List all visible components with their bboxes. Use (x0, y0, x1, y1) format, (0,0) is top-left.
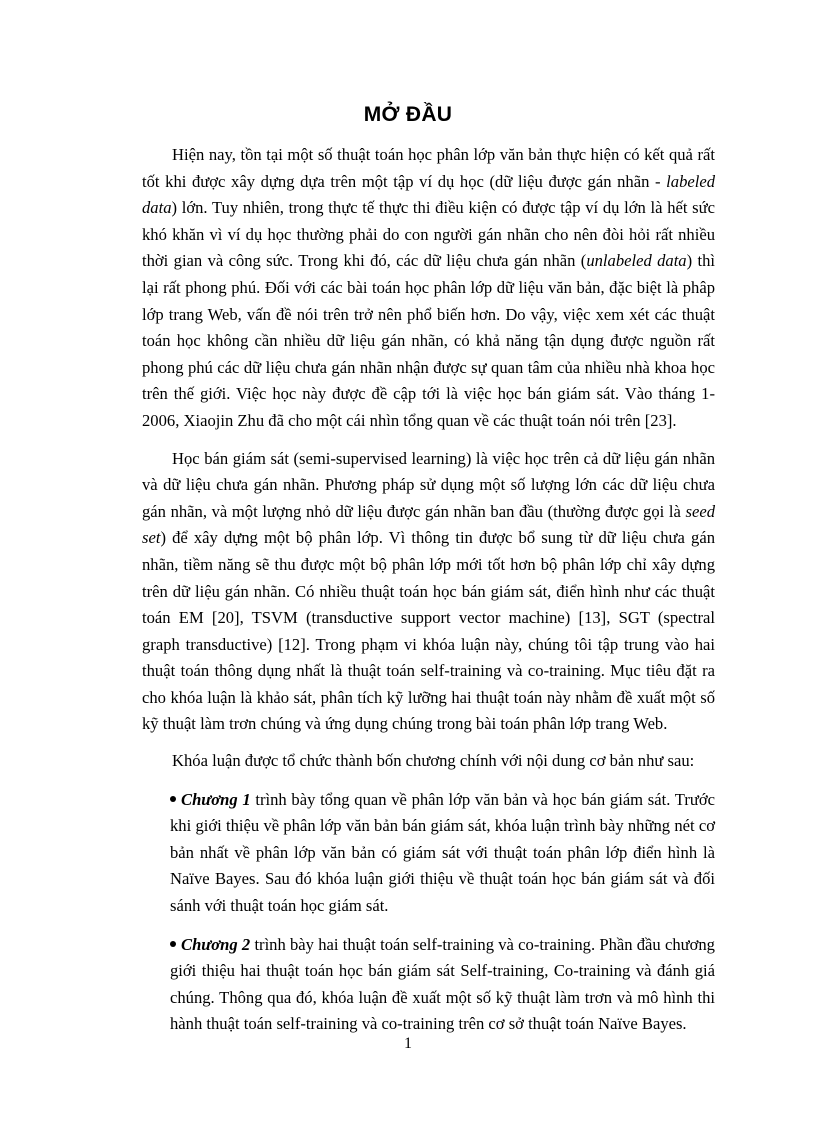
italic-term: labeled data (142, 171, 715, 218)
chapter-description: trình bày tổng quan về phân lớp văn bản và học bán giám sát. Trước khi giới thiệu về phân lớp văn bản bán giám sát, khóa luận trình bày những nét cơ bản nhất về phân lớp văn bản có giám sát với thuật toán phân lớp điển hình là Naïve Bayes. Sau đó khóa luận giới thiệu về thuật toán học bán giám sát và đối sánh với thuật toán học giám sát. (170, 789, 715, 916)
paragraph-intro (142, 142, 715, 435)
chapter-label: Chương 1 (181, 789, 251, 809)
text-run: Học bán giám sát (semi-supervised learning) là việc học trên cả dữ liệu gán nhãn và dữ liệu chưa gán nhãn. Phương pháp sử dụng một số lượng lớn các dữ liệu chưa gán nhãn, và một lượng nhỏ dữ liệu được gán nhãn ban đầu (thường được gọi là (142, 448, 715, 521)
page-title: MỞ ĐẦU (363, 103, 453, 126)
chapter-description: trình bày hai thuật toán self-training và co-training. Phần đầu chương giới thiệu hai thuật toán học bán giám sát Self-training, Co-training và đánh giá chúng. Thông qua đó, khóa luận đề xuất một số kỹ thuật làm trơn và mô hình thi hành thuật toán self-training và co-training trên cơ sở thuật toán Naïve Bayes. (170, 934, 715, 1034)
text-run: ) lớn. Tuy nhiên, trong thực tế thực thi điều kiện có được tập ví dụ lớn là hết sức khó khăn vì ví dụ học thường phải do con người gán nhãn cho nên đòi hỏi rất nhiều thời gian và công sức. Trong khi đó, các dữ liệu chưa gán nhãn ( (142, 198, 715, 271)
list-item-chapter-1 (170, 787, 715, 920)
italic-term: seed set (142, 501, 715, 548)
chapter-label: Chương 2 (181, 934, 251, 954)
paragraph-structure: Khóa luận được tổ chức thành bốn chương chính với nội dung cơ bản như sau: (172, 751, 695, 771)
page-number: 1 (404, 1035, 412, 1052)
text-run: ) để xây dựng một bộ phân lớp. Vì thông tin được bổ sung từ dữ liệu chưa gán nhãn, tiềm năng sẽ thu được một bộ phân lớp mới tốt hơn bộ phân lớp chỉ xây dựng trên dữ liệu gán nhãn. Có nhiều thuật toán học bán giám sát, điển hình như các thuật toán EM [20], TSVM (transductive support vector machine) [13], SGT (spectral graph transductive) [12]. Trong phạm vi khóa luận này, chúng tôi tập trung vào hai thuật toán thông dụng nhất là thuật toán self-training và co-training. Mục tiêu đặt ra cho khóa luận là khảo sát, phân tích kỹ lưỡng hai thuật toán này nhằm đề xuất một số kỹ thuật làm trơn chúng và ứng dụng chúng trong bài toán phân lớp trang Web. (142, 528, 715, 734)
text-run: ) thì lại rất phong phú. Đối với các bài toán học phân lớp dữ liệu văn bản, đặc biệt là phâp lớp trang Web, vấn đề nói trên trở nên phổ biến hơn. Do vậy, việc xem xét các thuật toán học không cần nhiều dữ liệu gán nhãn, có khả năng tận dụng được nguồn rất phong phú các dữ liệu chưa gán nhãn nhận được sự quan tâm của nhiều nhà khoa học trên thế giới. Việc học này được đề cập tới là việc học bán giám sát. Vào tháng 1-2006, Xiaojin Zhu đã cho một cái nhìn tổng quan về các thuật toán nói trên [23]. (142, 251, 716, 430)
paragraph-semi-supervised (142, 446, 715, 739)
document-body (142, 142, 715, 1038)
bullet-icon (170, 941, 176, 947)
text-run: Hiện nay, tồn tại một số thuật toán học phân lớp văn bản thực hiện có kết quả rất tốt khi được xây dựng dựa trên một tập ví dụ học (dữ liệu được gán nhãn - (142, 145, 715, 191)
bullet-icon (170, 796, 176, 802)
italic-term: unlabeled data (586, 251, 687, 271)
list-item-chapter-2 (170, 932, 715, 1038)
